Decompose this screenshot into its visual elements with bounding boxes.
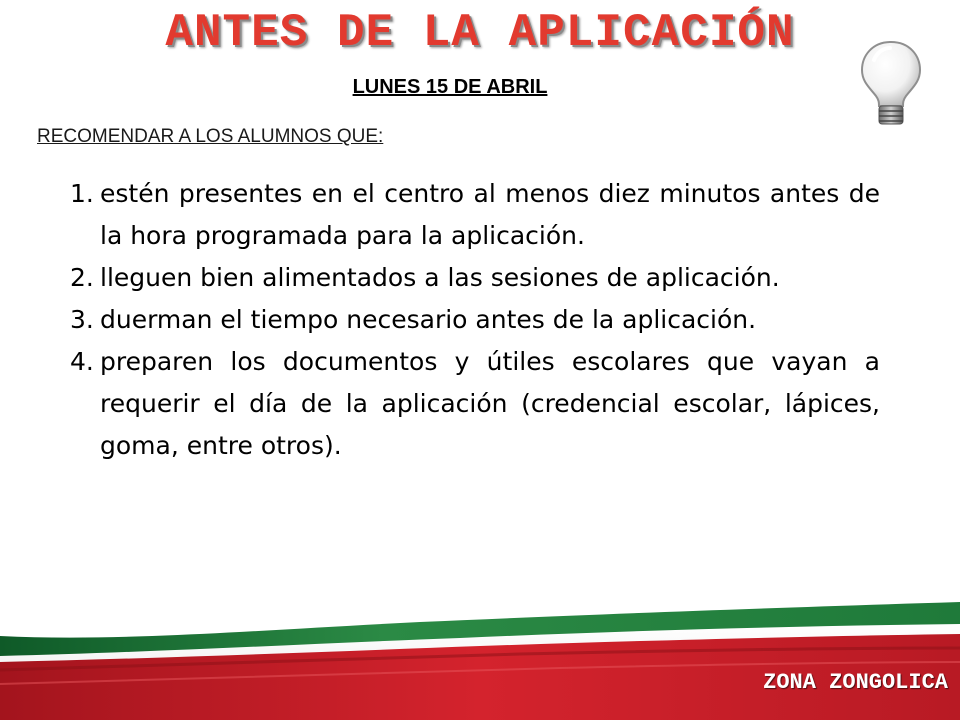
list-item-text: lleguen bien alimentados a las sesiones de aplicación. bbox=[100, 263, 780, 292]
list-item-text: preparen los documentos y útiles escolares que vayan a requerir el día de la aplicación (credencial escolar, lápices, goma, entre otros). bbox=[100, 347, 880, 460]
lightbulb-icon bbox=[854, 38, 928, 128]
footer-band bbox=[0, 600, 960, 720]
list-item-number: 2. bbox=[70, 263, 94, 292]
list-item bbox=[70, 341, 880, 467]
slide-date: LUNES 15 DE ABRIL bbox=[352, 76, 548, 98]
list-item-text: estén presentes en el centro al menos diez minutos antes de la hora programada para la aplicación. bbox=[100, 179, 880, 250]
footer-label: ZONA ZONGOLICA bbox=[763, 670, 948, 695]
list-item bbox=[70, 299, 880, 341]
list-item-number: 1. bbox=[70, 179, 94, 208]
list-item bbox=[70, 257, 880, 299]
list-item bbox=[70, 173, 880, 257]
recommendation-list bbox=[70, 173, 880, 467]
list-item-number: 3. bbox=[70, 305, 94, 334]
slide-title: ANTES DE LA APLICACIÓN bbox=[165, 7, 795, 59]
subheading: RECOMENDAR A LOS ALUMNOS QUE: bbox=[37, 126, 384, 147]
list-item-text: duerman el tiempo necesario antes de la aplicación. bbox=[100, 305, 757, 334]
list-item-number: 4. bbox=[70, 347, 94, 376]
